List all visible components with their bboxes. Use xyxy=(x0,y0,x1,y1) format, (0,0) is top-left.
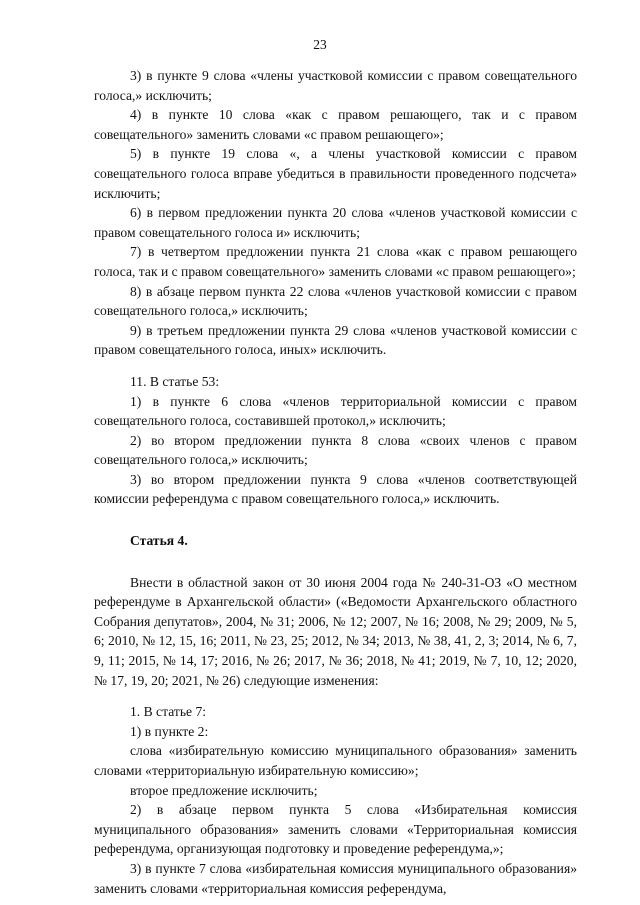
paragraph: второе предложение исключить; xyxy=(130,782,318,798)
paragraph: 9) в третьем предложении пункта 29 слова «членов участковой комиссии с правом совещательного голоса, иных» исключить. xyxy=(94,322,577,358)
paragraph: 5) в пункте 19 слова «, а члены участковой комиссии с правом совещательного голоса вправе убедиться в правильности проведенного подсчета» исключить; xyxy=(94,146,577,201)
article-intro: Внести в областной закон от 30 июня 2004 года № 240-31-ОЗ «О местном референдуме в Архангельской области» («Ведомости Архангельского областного Собрания депутатов», 2004, № 31; 2006, № 12; 2007, № 16; 2008, № 29; 2009, № 5, 6; 2010, № 12, 15, 16; 2011, № 23, 25; 2012, № 34; 2013, № 38, 41, 2, 3; 2014, № 6, 7, 9, 11; 2015, № 14, 17; 2016, № 26; 2017, № 36; 2018, № 41; 2019, № 7, 10, 12; 2020, № 17, 19, 20; 2021, № 26) следующие изменения: xyxy=(94,574,577,688)
paragraph: 6) в первом предложении пункта 20 слова «членов участковой комиссии с правом совещательного голоса и» исключить; xyxy=(94,205,577,240)
paragraph: 8) в абзаце первом пункта 22 слова «членов участковой комиссии с правом совещательного голоса,» исключить; xyxy=(94,283,577,319)
paragraph: 1) в пункте 6 слова «членов территориальной комиссии с правом совещательного голоса, составившей протокол,» исключить; xyxy=(94,393,577,429)
paragraph: слова «избирательную комиссию муниципального образования» заменить словами «территориальную избирательную комиссию»; xyxy=(94,743,577,778)
paragraph: 3) в пункте 9 слова «члены участковой комиссии с правом совещательного голоса,» исключить; xyxy=(94,68,577,103)
paragraph: 3) во втором предложении пункта 9 слова «членов соответствующей комиссии референдума с правом совещательного голоса,» исключить. xyxy=(94,471,577,507)
paragraph: 4) в пункте 10 слова «как с правом решающего, так и с правом совещательного» заменить словами «с правом решающего»; xyxy=(94,107,577,142)
paragraph: 7) в четвертом предложении пункта 21 слова «как с правом решающего голоса, так и с правом совещательного» заменить словами «с правом решающего»; xyxy=(94,244,577,279)
section-title: 11. В статье 53: xyxy=(130,373,220,389)
page-number: 23 xyxy=(313,37,327,52)
paragraph: 2) во втором предложении пункта 8 слова «своих членов с правом совещательного голоса,» исключить; xyxy=(94,432,577,468)
paragraph: 1) в пункте 2: xyxy=(130,723,209,739)
paragraph: 3) в пункте 7 слова «избирательная комиссия муниципального образования» заменить словами «территориальная комиссия референдума, xyxy=(94,860,577,896)
article-heading: Статья 4. xyxy=(130,533,188,549)
paragraph: 2) в абзаце первом пункта 5 слова «Избирательная комиссия муниципального образования» заменить словами «Территориальная комиссия референдума, организующая подготовку и проведение референдума,»; xyxy=(94,802,577,857)
section-title: 1. В статье 7: xyxy=(130,704,207,720)
document-body xyxy=(94,66,577,898)
